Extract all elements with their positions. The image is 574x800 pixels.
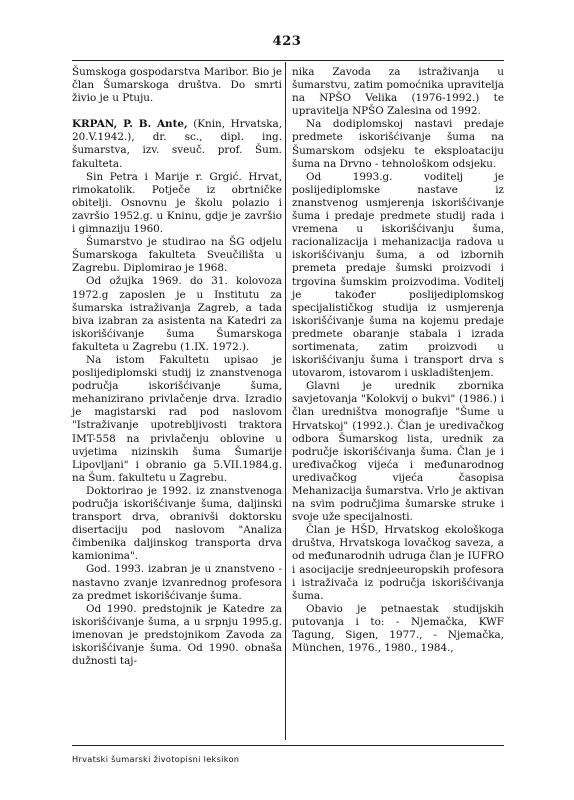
left-column <box>72 66 282 668</box>
continued-text: Šumskoga gospodarstva Maribor. Bio je član Šumarskoga društva. Do smrti živio je u Ptuju. <box>72 66 282 105</box>
body-paragraph: Član je HŠD, Hrvatskog ekološkoga društva, Hrvatskoga lovačkog saveza, a od međunarodnih udruga član je IUFRO i asocijacije srednjeeuropskih profesora i istraživača iz područja iskorišćivanja šuma. <box>292 524 504 602</box>
footer-rule <box>72 745 504 746</box>
body-paragraph: God. 1993. izabran je u znanstveno - nastavno zvanje izvanrednog profesora za predmet iskorišćivanje šuma. <box>72 563 282 602</box>
body-paragraph: Na dodiplomskoj nastavi predaje predmete iskorišćivanje šuma na Šumarskom odsjeku te eksploataciju šuma na Drvno - tehnološkom odsjeku. <box>292 118 504 170</box>
page-number: 423 <box>272 34 302 49</box>
body-paragraph: Doktorirao je 1992. iz znanstvenoga područja iskorišćivanje šuma, daljinski transport drva, obranivši doktorsku disertaciju pod naslovom "Analiza čimbenika daljinskog transporta drva kamionima". <box>72 484 282 563</box>
body-paragraph: Od 1990. predstojnik je Katedre za iskorišćivanje šuma, a u srpnju 1995.g. imenovan je predstojnikom Zavoda za iskorišćivanje šuma. Od 1990. obnaša dužnosti taj- <box>72 602 282 668</box>
entry-heading <box>72 118 282 170</box>
body-paragraph: Od ožujka 1969. do 31. kolovoza 1972.g zaposlen je u Institutu za šumarska istraživanja Zagreb, a tada biva izabran za asistenta na Katedri za iskorišćivanje šuma Šumarskoga fakulteta u Zagrebu (1.IX. 1972.). <box>72 275 282 353</box>
footer-title: Hrvatski šumarski životopisni leksikon <box>72 754 240 764</box>
body-paragraph: Na istom Fakultetu upisao je poslijediplomski studij iz znanstvenoga područja iskorišćivanje šuma, mehanizirano privlačenje drva. Izradio je magistarski rad pod naslovom "Istraživanje upotrebljivosti traktora IMT-558 na privlačenju oblovine u uvjetima nizinskih šuma Šumarije Lipovljani" i obranio ga 5.VII.1984.g. na Šum. fakultetu u Zagrebu. <box>72 353 282 484</box>
entry-name: KRPAN, P. B. Ante, <box>72 118 188 131</box>
header-rule <box>72 60 504 61</box>
body-paragraph: Obavio je petnaestak studijskih putovanja i to: - Njemačka, KWF Tagung, Sigen, 1977., - Njemačka, München, 1976., 1980., 1984., <box>292 602 504 655</box>
entry-summary: (Knin, Hrvatska, 20.V.1942.), dr. sc., dipl. ing. šumarstva, izv. sveuč. prof. Šum. fakulteta. <box>72 118 282 170</box>
body-paragraph: Šumarstvo je studirao na ŠG odjelu Šumarskoga fakulteta Sveučilišta u Zagrebu. Diplomirao je 1968. <box>72 236 282 275</box>
column-divider <box>285 62 286 740</box>
continued-text: nika Zavoda za istraživanja u šumarstvu, zatim pomoćnika upravitelja na NPŠO Velika (1976-1992.) te upravitelja NPŠO Zalesina od 1992. <box>292 66 504 118</box>
body-paragraph: Glavni je urednik zbornika savjetovanja "Kolokvij o bukvi" (1986.) i član uredništva monografije "Šume u Hrvatskoj" (1992.). Član je uredivačkog odbora Šumarskog lista, urednik za područje iskorišćivanja šuma. Član je i uređivačkog vijeća i međunarodnog uredivačkog vijeća časopisa Mehanizacija šumarstva. Vrlo je aktivan na svim područjima šumarske struke i svoje uže specijalnosti. <box>292 380 504 524</box>
body-paragraph: Od 1993.g. voditelj je poslijediplomske nastave iz znanstvenog usmjerenja iskorišćivanje šuma i predaje predmete studij rada i vremena u iskorišćivanju šuma, racionalizacija i mehanizacija radova u iskorišćivanju šuma, a od izbornih premeta predaje šumski proizvodi i trgovina šumskim proizvodima. Voditelj je također poslijediplomskog specijalističkog studija iz usmjerenja iskorišćivanje šuma na kojemu predaje predmete obaranje stabala i izrada sortimenata, zatim proizvodi u iskorišćivanju šuma i transport drva s utovarom, istovarom i uskladištenjem. <box>292 170 504 380</box>
body-paragraph: Sin Petra i Marije r. Grgić. Hrvat, rimokatolik. Potječe iz obrtničke obitelji. Osnovnu je školu polazio i završio 1952.g. u Kninu, gdje je završio i gimnaziju 1960. <box>72 170 282 236</box>
right-column <box>292 66 504 655</box>
